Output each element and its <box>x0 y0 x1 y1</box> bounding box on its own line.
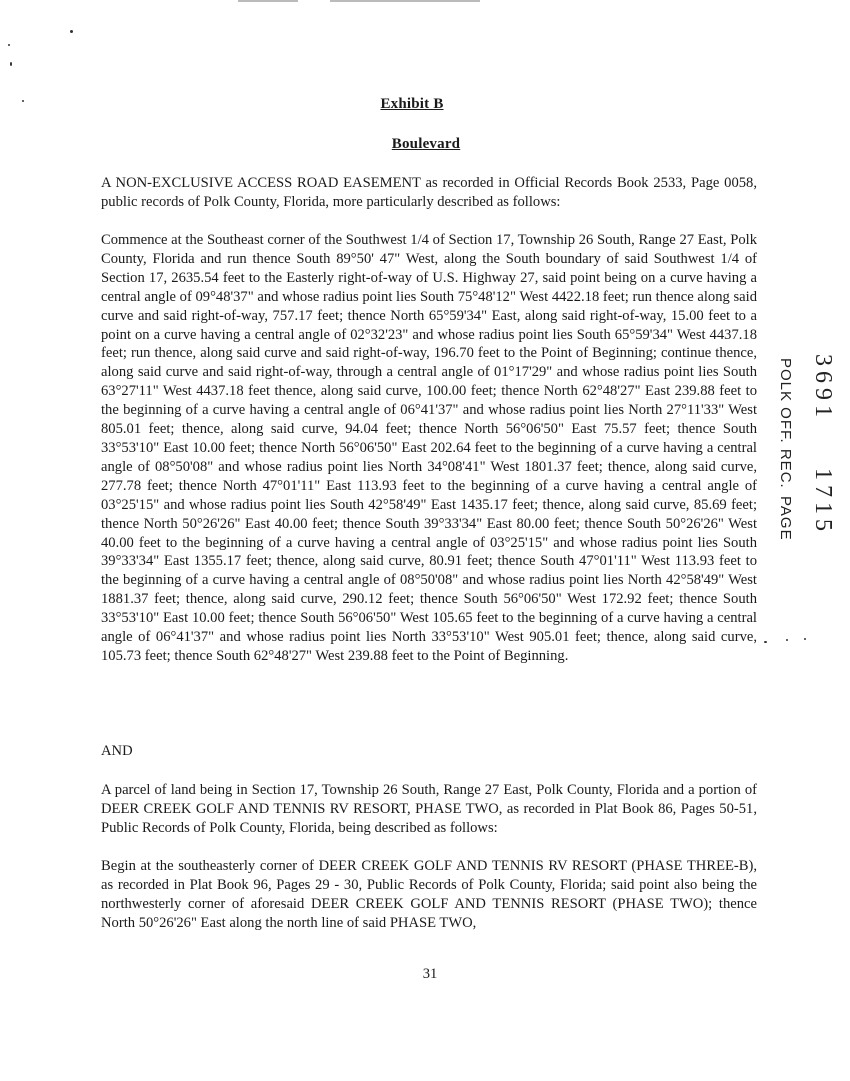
scan-speck <box>804 638 806 640</box>
scan-speck <box>8 44 10 46</box>
stamp-book-number: 3691 <box>810 354 836 422</box>
recording-stamp <box>754 354 844 544</box>
section-subtitle: Boulevard <box>391 136 461 152</box>
stamp-book-label: POLK OFF. REC. <box>777 358 794 489</box>
stamp-page-number: 1715 <box>810 468 836 536</box>
scan-speck <box>70 30 73 33</box>
scan-speck <box>10 62 12 66</box>
scan-edge-line <box>330 0 480 2</box>
conjunction-paragraph: AND <box>101 743 133 759</box>
legal-description-paragraph: Commence at the Southeast corner of the Southwest 1/4 of Section 17, Township 26 South, Range 27 East, Polk County, Florida and run thence South 89°50' 47" West, along the South boundary of said Southwest 1/4 of Section 17, 2635.54 feet to the Easterly right-of-way of U.S. Highway 27, said point being on a curve having a central angle of 09°48'37" and whose radius point lies South 75°48'12" West 4422.18 feet; run thence along said curve and said right-of-way, 757.17 feet; thence North 65°59'34" East, along said right-of-way, 15.00 feet to a point on a curve having a central angle of 02°32'23" and whose radius point lies South 65°59'34" West 4437.18 feet; run thence, along said curve and said right-of-way, 196.70 feet to the Point of Beginning; continue thence, along said curve and said right-of-way, through a central angle of 01°17'29" and whose radius point lies South 63°27'11" West 4437.18 feet thence, along said curve, 100.00 feet; thence North 62°48'27" East 239.88 feet to the beginning of a curve having a central angle of 06°41'37" and whose radius point lies North 27°11'33" West 805.01 feet; thence, along said curve, 94.04 feet; thence North 56°06'50" East 75.57 feet; thence South 33°53'10" East 10.00 feet; thence North 56°06'50" East 202.64 feet to the beginning of a curve having a central angle of 08°50'08" and whose radius point lies North 34°08'41" West 1801.37 feet; thence, along said curve, 277.78 feet; thence North 47°01'11" East 113.93 feet to the beginning of a curve having a central angle of 03°25'15" and whose radius point lies South 42°58'49" East 1435.17 feet; thence, along said curve, 85.69 feet; thence North 50°26'26" East 40.00 feet; thence South 39°33'34" East 80.00 feet; thence South 50°26'26" West 40.00 feet to the beginning of a curve having a central angle of 03°25'15" and whose radius point lies South 39°33'34" East 1355.17 feet; thence, along said curve, 80.91 feet; thence South 47°01'11" West 113.93 feet to the beginning of a curve having a central angle of 08°50'08" and whose radius point lies North 42°58'49" West 1881.37 feet; thence, along said curve, 290.12 feet; thence South 56°06'50" West 172.92 feet; thence South 33°53'10" East 10.00 feet; thence South 56°06'50" West 105.65 feet to the beginning of a curve having a central angle of 06°41'37" and whose radius point lies North 33°53'10" West 905.01 feet; thence, along said curve, 105.73 feet; thence South 62°48'27" West 239.88 feet to the Point of Beginning. <box>101 232 757 664</box>
begin-paragraph: Begin at the southeasterly corner of DEER CREEK GOLF AND TENNIS RV RESORT (PHASE THREE-B), as recorded in Plat Book 96, Pages 29 - 30, Public Records of Polk County, Florida; said point also being the northwesterly corner of aforesaid DEER CREEK GOLF AND TENNIS RESORT (PHASE TWO); thence North 50°26'26" East along the north line of said PHASE TWO, <box>101 858 757 931</box>
parcel-paragraph: A parcel of land being in Section 17, Township 26 South, Range 27 East, Polk County, Florida and a portion of DEER CREEK GOLF AND TENNIS RV RESORT, PHASE TWO, as recorded in Plat Book 86, Pages 50-51, Public Records of Polk County, Florida, being described as follows: <box>101 782 757 836</box>
scan-speck <box>786 639 788 641</box>
stamp-page-label: PAGE <box>777 496 794 541</box>
scan-speck <box>764 641 767 643</box>
page-number: 31 <box>422 966 438 982</box>
exhibit-title: Exhibit B <box>380 96 444 112</box>
scan-edge-line <box>238 0 298 2</box>
intro-paragraph: A NON-EXCLUSIVE ACCESS ROAD EASEMENT as recorded in Official Records Book 2533, Page 0058, public records of Polk County, Florida, more particularly described as follows: <box>101 175 757 210</box>
